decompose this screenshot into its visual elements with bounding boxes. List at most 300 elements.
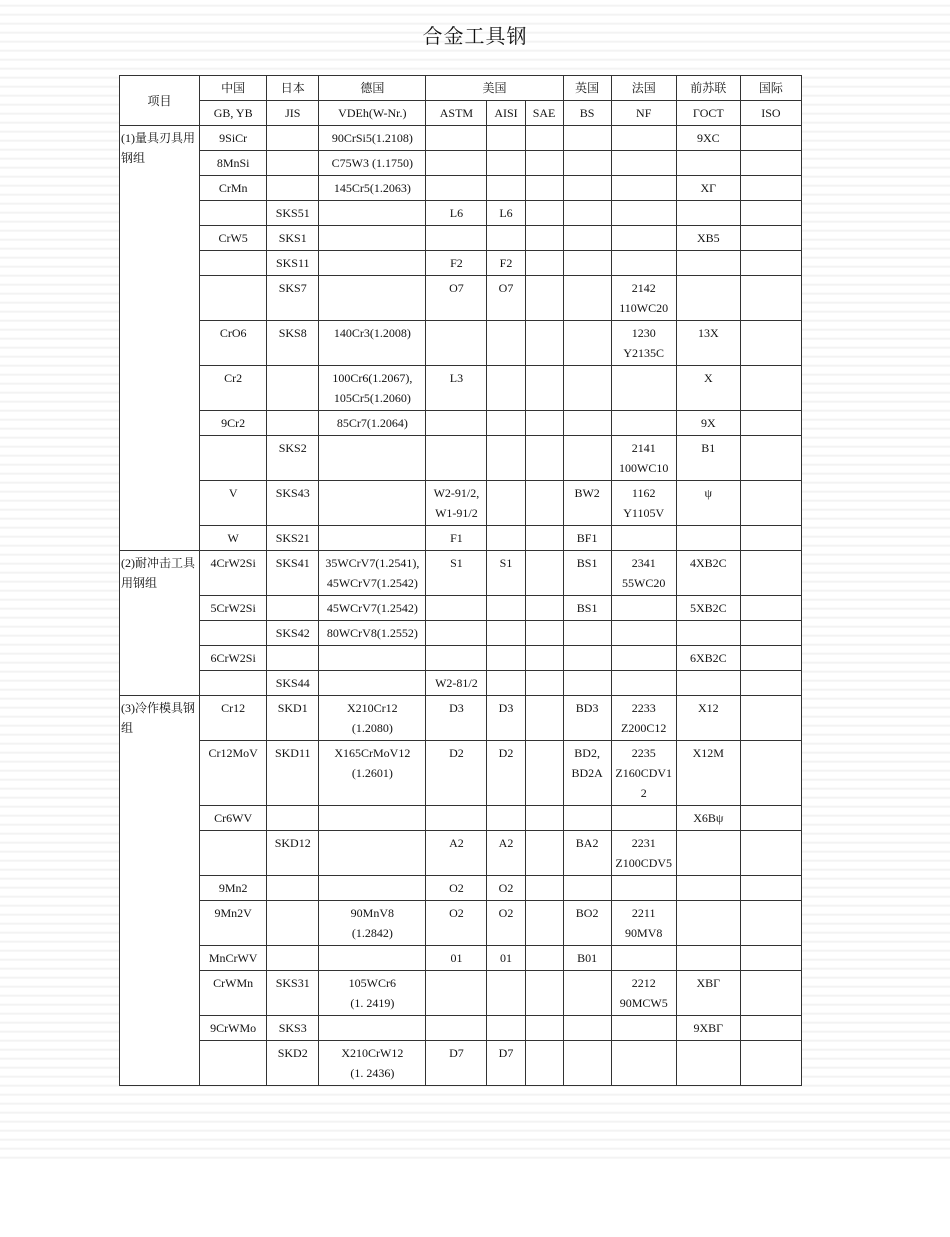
astm-grade-cell: L6	[426, 201, 487, 226]
cell-line: 90MCW5	[619, 996, 668, 1010]
astm-grade-cell	[426, 481, 487, 526]
iso-grade-cell	[740, 151, 801, 176]
china-grade-cell: V	[200, 481, 267, 526]
iso-grade-cell	[740, 831, 801, 876]
china-grade-cell	[200, 251, 267, 276]
sae-grade-cell	[525, 411, 563, 436]
bs-grade-cell	[563, 411, 611, 436]
cell-line: 2212	[631, 976, 656, 990]
bs-grade-cell: BD3	[563, 696, 611, 741]
germany-grade-cell	[319, 366, 426, 411]
japan-grade-cell: SKD1	[267, 696, 319, 741]
aisi-grade-cell	[487, 151, 525, 176]
iso-grade-cell	[740, 596, 801, 621]
gost-grade-cell: 13X	[676, 321, 740, 366]
aisi-grade-cell: S1	[487, 551, 525, 596]
germany-grade-cell	[319, 671, 426, 696]
header-sae: SAE	[525, 101, 563, 126]
sae-grade-cell	[525, 151, 563, 176]
sae-grade-cell	[525, 971, 563, 1016]
cell-line: 2341	[631, 556, 656, 570]
germany-grade-cell	[319, 696, 426, 741]
japan-grade-cell: SKS31	[267, 971, 319, 1016]
china-grade-cell	[200, 201, 267, 226]
iso-grade-cell	[740, 366, 801, 411]
header-japan: 日本	[267, 76, 319, 101]
nf-grade-cell	[611, 276, 676, 321]
china-grade-cell: Cr6WV	[200, 806, 267, 831]
germany-grade-cell	[319, 251, 426, 276]
japan-grade-cell: SKS7	[267, 276, 319, 321]
table-row	[120, 741, 802, 806]
bs-grade-cell	[563, 671, 611, 696]
aisi-grade-cell: 01	[487, 946, 525, 971]
gost-grade-cell	[676, 901, 740, 946]
aisi-grade-cell: L6	[487, 201, 525, 226]
header-bs: BS	[563, 101, 611, 126]
cell-line: (1. 2419)	[350, 996, 395, 1010]
japan-grade-cell	[267, 946, 319, 971]
table-row	[120, 646, 802, 671]
cell-line: 2235	[631, 746, 656, 760]
nf-grade-cell	[611, 946, 676, 971]
nf-grade-cell	[611, 901, 676, 946]
japan-grade-cell	[267, 876, 319, 901]
iso-grade-cell	[740, 696, 801, 741]
gost-grade-cell	[676, 946, 740, 971]
sae-grade-cell	[525, 176, 563, 201]
cell-line: 2233	[631, 701, 656, 715]
iso-grade-cell	[740, 481, 801, 526]
japan-grade-cell: SKS51	[267, 201, 319, 226]
japan-grade-cell: SKD2	[267, 1041, 319, 1086]
astm-grade-cell	[426, 436, 487, 481]
germany-grade-cell	[319, 876, 426, 901]
sae-grade-cell	[525, 276, 563, 321]
aisi-grade-cell	[487, 621, 525, 646]
cell-line: Z160CDV1	[615, 766, 673, 780]
china-grade-cell	[200, 621, 267, 646]
bs-grade-cell	[563, 151, 611, 176]
bs-grade-cell	[563, 621, 611, 646]
table-row	[120, 806, 802, 831]
cell-line: 45WCrV7(1.2542)	[326, 576, 418, 590]
germany-grade-cell	[319, 1041, 426, 1086]
japan-grade-cell: SKS1	[267, 226, 319, 251]
japan-grade-cell: SKS3	[267, 1016, 319, 1041]
table-row	[120, 876, 802, 901]
header-usa: 美国	[426, 76, 563, 101]
cell-line: 35WCrV7(1.2541),	[325, 556, 420, 570]
iso-grade-cell	[740, 551, 801, 596]
bs-grade-cell	[563, 201, 611, 226]
bs-grade-cell: B01	[563, 946, 611, 971]
bs-grade-cell	[563, 1016, 611, 1041]
aisi-grade-cell	[487, 526, 525, 551]
japan-grade-cell: SKS8	[267, 321, 319, 366]
page-bottom-margin	[0, 1160, 950, 1237]
china-grade-cell: CrW5	[200, 226, 267, 251]
cell-line: 110WC20	[619, 301, 669, 315]
germany-grade-cell	[319, 741, 426, 806]
japan-grade-cell	[267, 151, 319, 176]
sae-grade-cell	[525, 436, 563, 481]
gost-grade-cell: 4XB2C	[676, 551, 740, 596]
sae-grade-cell	[525, 646, 563, 671]
germany-grade-cell	[319, 226, 426, 251]
header-gost: ΓΟCT	[676, 101, 740, 126]
japan-grade-cell: SKS21	[267, 526, 319, 551]
japan-grade-cell	[267, 411, 319, 436]
aisi-grade-cell: A2	[487, 831, 525, 876]
astm-grade-cell	[426, 226, 487, 251]
japan-grade-cell	[267, 596, 319, 621]
sae-grade-cell	[525, 481, 563, 526]
aisi-grade-cell: O7	[487, 276, 525, 321]
table-row	[120, 831, 802, 876]
iso-grade-cell	[740, 671, 801, 696]
bs-grade-cell: BS1	[563, 596, 611, 621]
bs-grade-cell	[563, 176, 611, 201]
china-grade-cell	[200, 1041, 267, 1086]
cell-line: 105WCr6	[348, 976, 396, 990]
china-grade-cell: 8MnSi	[200, 151, 267, 176]
germany-grade-cell	[319, 481, 426, 526]
iso-grade-cell	[740, 646, 801, 671]
aisi-grade-cell	[487, 366, 525, 411]
aisi-grade-cell	[487, 971, 525, 1016]
cell-line: (1.2842)	[351, 926, 393, 940]
aisi-grade-cell	[487, 1016, 525, 1041]
iso-grade-cell	[740, 526, 801, 551]
germany-grade-cell	[319, 551, 426, 596]
iso-grade-cell	[740, 971, 801, 1016]
nf-grade-cell	[611, 971, 676, 1016]
cell-line: 105Cr5(1.2060)	[333, 391, 411, 405]
japan-grade-cell: SKD12	[267, 831, 319, 876]
iso-grade-cell	[740, 226, 801, 251]
gost-grade-cell	[676, 621, 740, 646]
germany-grade-cell	[319, 1016, 426, 1041]
iso-grade-cell	[740, 126, 801, 151]
iso-grade-cell	[740, 741, 801, 806]
astm-grade-cell: S1	[426, 551, 487, 596]
gost-grade-cell	[676, 251, 740, 276]
bs-grade-cell: BF1	[563, 526, 611, 551]
nf-grade-cell	[611, 621, 676, 646]
nf-grade-cell	[611, 176, 676, 201]
china-grade-cell: Cr2	[200, 366, 267, 411]
japan-grade-cell	[267, 366, 319, 411]
china-grade-cell: 4CrW2Si	[200, 551, 267, 596]
germany-grade-cell: 85Cr7(1.2064)	[319, 411, 426, 436]
astm-grade-cell: F2	[426, 251, 487, 276]
table-row	[120, 901, 802, 946]
nf-grade-cell	[611, 696, 676, 741]
nf-grade-cell	[611, 596, 676, 621]
nf-grade-cell	[611, 646, 676, 671]
sae-grade-cell	[525, 901, 563, 946]
table-row	[120, 526, 802, 551]
germany-grade-cell: 90CrSi5(1.2108)	[319, 126, 426, 151]
china-grade-cell: 5CrW2Si	[200, 596, 267, 621]
bs-grade-cell	[563, 971, 611, 1016]
germany-grade-cell	[319, 806, 426, 831]
germany-grade-cell	[319, 946, 426, 971]
table-row	[120, 411, 802, 436]
nf-grade-cell	[611, 226, 676, 251]
table-row	[120, 1041, 802, 1086]
astm-grade-cell	[426, 971, 487, 1016]
header-france: 法国	[611, 76, 676, 101]
aisi-grade-cell	[487, 411, 525, 436]
japan-grade-cell	[267, 176, 319, 201]
nf-grade-cell	[611, 876, 676, 901]
gost-grade-cell	[676, 201, 740, 226]
table-row	[120, 251, 802, 276]
astm-grade-cell	[426, 1016, 487, 1041]
bs-grade-cell	[563, 226, 611, 251]
nf-grade-cell	[611, 1016, 676, 1041]
cell-line: 100Cr6(1.2067),	[332, 371, 413, 385]
astm-grade-cell: F1	[426, 526, 487, 551]
germany-grade-cell: 145Cr5(1.2063)	[319, 176, 426, 201]
table-row	[120, 366, 802, 411]
cell-line: 1162	[631, 486, 656, 500]
group-label: (2)耐冲击工具用钢组	[120, 551, 200, 696]
gost-grade-cell: 9XBΓ	[676, 1016, 740, 1041]
cell-line: 90MnV8	[350, 906, 394, 920]
bs-grade-cell: BS1	[563, 551, 611, 596]
sae-grade-cell	[525, 1041, 563, 1086]
astm-grade-cell: D3	[426, 696, 487, 741]
china-grade-cell	[200, 436, 267, 481]
germany-grade-cell	[319, 276, 426, 321]
iso-grade-cell	[740, 201, 801, 226]
gost-grade-cell: X12	[676, 696, 740, 741]
aisi-grade-cell	[487, 806, 525, 831]
germany-grade-cell	[319, 831, 426, 876]
gost-grade-cell: B1	[676, 436, 740, 481]
japan-grade-cell: SKS2	[267, 436, 319, 481]
germany-grade-cell: 140Cr3(1.2008)	[319, 321, 426, 366]
iso-grade-cell	[740, 806, 801, 831]
astm-grade-cell	[426, 126, 487, 151]
china-grade-cell	[200, 276, 267, 321]
aisi-grade-cell	[487, 596, 525, 621]
cell-line: 2	[640, 786, 647, 800]
table-row	[120, 621, 802, 646]
japan-grade-cell: SKD11	[267, 741, 319, 806]
cell-line: Y1105V	[623, 506, 665, 520]
sae-grade-cell	[525, 321, 563, 366]
cell-line: 55WC20	[622, 576, 666, 590]
gost-grade-cell	[676, 276, 740, 321]
iso-grade-cell	[740, 276, 801, 321]
cell-line: 1230	[631, 326, 656, 340]
bs-grade-cell	[563, 1041, 611, 1086]
astm-grade-cell: A2	[426, 831, 487, 876]
germany-grade-cell	[319, 526, 426, 551]
sae-grade-cell	[525, 551, 563, 596]
iso-grade-cell	[740, 946, 801, 971]
group-label: (1)量具刃具用钢组	[120, 126, 200, 551]
astm-grade-cell	[426, 646, 487, 671]
header-item: 项目	[120, 76, 200, 126]
gost-grade-cell: 9XC	[676, 126, 740, 151]
bs-grade-cell	[563, 741, 611, 806]
china-grade-cell: 9CrWMo	[200, 1016, 267, 1041]
nf-grade-cell	[611, 321, 676, 366]
germany-grade-cell: 45WCrV7(1.2542)	[319, 596, 426, 621]
china-grade-cell	[200, 671, 267, 696]
cell-line: (1. 2436)	[350, 1066, 395, 1080]
aisi-grade-cell: D2	[487, 741, 525, 806]
iso-grade-cell	[740, 436, 801, 481]
bs-grade-cell	[563, 321, 611, 366]
aisi-grade-cell: D7	[487, 1041, 525, 1086]
japan-grade-cell: SKS44	[267, 671, 319, 696]
sae-grade-cell	[525, 696, 563, 741]
gost-grade-cell: X12M	[676, 741, 740, 806]
japan-grade-cell: SKS43	[267, 481, 319, 526]
gost-grade-cell	[676, 1041, 740, 1086]
china-grade-cell: 9Mn2V	[200, 901, 267, 946]
cell-line: BD2,	[574, 746, 600, 760]
cell-line: Y2135C	[623, 346, 665, 360]
table-row	[120, 151, 802, 176]
header-nf: NF	[611, 101, 676, 126]
header-ussr: 前苏联	[676, 76, 740, 101]
gost-grade-cell	[676, 831, 740, 876]
cell-line: W2-91/2,	[433, 486, 480, 500]
japan-grade-cell: SKS41	[267, 551, 319, 596]
astm-grade-cell	[426, 151, 487, 176]
astm-grade-cell	[426, 596, 487, 621]
germany-grade-cell	[319, 971, 426, 1016]
china-grade-cell: 9Mn2	[200, 876, 267, 901]
sae-grade-cell	[525, 251, 563, 276]
astm-grade-cell: O2	[426, 876, 487, 901]
header-iso: ISO	[740, 101, 801, 126]
sae-grade-cell	[525, 806, 563, 831]
table-row	[120, 1016, 802, 1041]
header-row-2	[120, 101, 802, 126]
header-astm: ASTM	[426, 101, 487, 126]
germany-grade-cell: 80WCrV8(1.2552)	[319, 621, 426, 646]
sae-grade-cell	[525, 596, 563, 621]
iso-grade-cell	[740, 901, 801, 946]
sae-grade-cell	[525, 366, 563, 411]
nf-grade-cell	[611, 481, 676, 526]
japan-grade-cell	[267, 646, 319, 671]
nf-grade-cell	[611, 436, 676, 481]
gost-grade-cell: XB5	[676, 226, 740, 251]
table-row	[120, 551, 802, 596]
sae-grade-cell	[525, 126, 563, 151]
bs-grade-cell	[563, 126, 611, 151]
aisi-grade-cell	[487, 176, 525, 201]
header-germany: 德国	[319, 76, 426, 101]
aisi-grade-cell: O2	[487, 901, 525, 946]
cell-line: 2211	[631, 906, 656, 920]
iso-grade-cell	[740, 876, 801, 901]
sae-grade-cell	[525, 946, 563, 971]
gost-grade-cell: 9X	[676, 411, 740, 436]
china-grade-cell: 9Cr2	[200, 411, 267, 436]
astm-grade-cell	[426, 176, 487, 201]
cell-line: 2142	[631, 281, 656, 295]
gost-grade-cell: X6Bψ	[676, 806, 740, 831]
table-row	[120, 201, 802, 226]
sae-grade-cell	[525, 526, 563, 551]
header-row-1	[120, 76, 802, 101]
astm-grade-cell: 01	[426, 946, 487, 971]
table-row	[120, 671, 802, 696]
cell-line: W1-91/2	[435, 506, 478, 520]
iso-grade-cell	[740, 176, 801, 201]
sae-grade-cell	[525, 201, 563, 226]
gost-grade-cell	[676, 876, 740, 901]
astm-grade-cell	[426, 321, 487, 366]
aisi-grade-cell	[487, 126, 525, 151]
cell-line: 2141	[631, 441, 656, 455]
aisi-grade-cell	[487, 646, 525, 671]
gost-grade-cell: XBΓ	[676, 971, 740, 1016]
nf-grade-cell	[611, 411, 676, 436]
header-uk: 英国	[563, 76, 611, 101]
nf-grade-cell	[611, 831, 676, 876]
gost-grade-cell: X	[676, 366, 740, 411]
japan-grade-cell	[267, 901, 319, 946]
germany-grade-cell	[319, 436, 426, 481]
gost-grade-cell	[676, 671, 740, 696]
header-vdeh: VDEh(W-Nr.)	[319, 101, 426, 126]
cell-line: (1.2080)	[351, 721, 393, 735]
table-row	[120, 436, 802, 481]
nf-grade-cell	[611, 126, 676, 151]
table-row	[120, 276, 802, 321]
nf-grade-cell	[611, 671, 676, 696]
cell-line: 100WC10	[619, 461, 669, 475]
iso-grade-cell	[740, 1041, 801, 1086]
table-row	[120, 226, 802, 251]
cell-line: Z100CDV5	[615, 856, 673, 870]
gost-grade-cell: ψ	[676, 481, 740, 526]
table-row	[120, 126, 802, 151]
bs-grade-cell	[563, 646, 611, 671]
header-jis: JIS	[267, 101, 319, 126]
china-grade-cell: CrO6	[200, 321, 267, 366]
aisi-grade-cell	[487, 436, 525, 481]
astm-grade-cell: D7	[426, 1041, 487, 1086]
japan-grade-cell: SKS42	[267, 621, 319, 646]
nf-grade-cell	[611, 806, 676, 831]
header-china: 中国	[200, 76, 267, 101]
cell-line: X165CrMoV12	[334, 746, 411, 760]
table-row	[120, 971, 802, 1016]
iso-grade-cell	[740, 251, 801, 276]
china-grade-cell: Cr12MoV	[200, 741, 267, 806]
header-gb-yb: GB, YB	[200, 101, 267, 126]
germany-grade-cell: C75W3 (1.1750)	[319, 151, 426, 176]
bs-grade-cell	[563, 276, 611, 321]
china-grade-cell: CrMn	[200, 176, 267, 201]
table-row	[120, 696, 802, 741]
cell-line: 2231	[631, 836, 656, 850]
gost-grade-cell: 6XB2C	[676, 646, 740, 671]
table-row	[120, 596, 802, 621]
